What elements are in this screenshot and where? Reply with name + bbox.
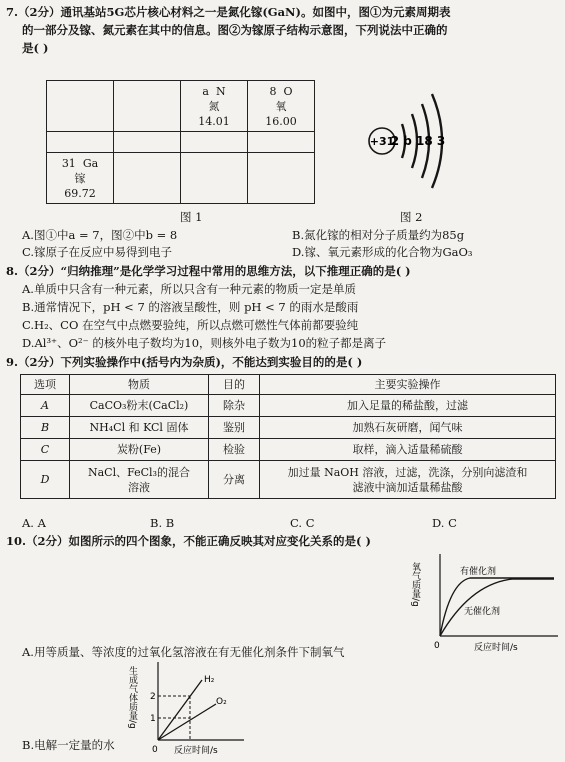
- graph-a-label-no-catalyst: 无催化剂: [464, 607, 501, 617]
- graph-b-line-h2: [158, 680, 202, 740]
- empty-cell: [181, 153, 248, 204]
- graph-a-xlabel: 反应时间/s: [474, 643, 518, 653]
- row-option: A: [21, 395, 70, 417]
- ga-name: 镓: [74, 171, 86, 185]
- graph-a-ylabel: 氧气质量/g: [410, 562, 420, 607]
- figure-2-caption: 图 2: [400, 210, 423, 224]
- q7-stem-line1: 7.（2分）通讯基站5G芯片核心材料之一是氮化镓(GaN)。如图中，图①为元素周期表: [6, 5, 451, 19]
- empty-cell: [181, 132, 248, 153]
- q9-answer-b: B. B: [150, 516, 175, 530]
- table-row: [21, 439, 556, 461]
- q10-option-b: B.电解一定量的水: [22, 738, 115, 752]
- element-cell-gallium: [47, 153, 114, 204]
- header-goal: 目的: [209, 375, 260, 395]
- row-operation: 加入足量的稀盐酸，过滤: [260, 395, 556, 417]
- row-goal: 鉴别: [209, 417, 260, 439]
- q10-option-a: A.用等质量、等浓度的过氧化氢溶液在有无催化剂条件下制氧气: [22, 645, 345, 659]
- row-operation-line2: 滤液中滴加适量稀盐酸: [352, 480, 463, 494]
- graph-b-label-h2: H₂: [204, 675, 215, 685]
- row-option: D: [21, 461, 70, 499]
- graph-b-line-o2: [158, 704, 216, 740]
- ga-mass: 69.72: [64, 186, 96, 200]
- empty-cell: [47, 81, 114, 132]
- shell-electron-counts: 2 b 18 3: [390, 134, 446, 148]
- empty-cell: [114, 153, 181, 204]
- graph-a-label-catalyst: 有催化剂: [460, 567, 497, 577]
- q8-option-a: A.单质中只含有一种元素，所以只含有一种元素的物质一定是单质: [22, 282, 356, 296]
- n-number: a: [202, 84, 209, 98]
- graph-b-origin: 0: [152, 745, 158, 755]
- n-mass: 14.01: [198, 114, 230, 128]
- graph-b-ylabel: 生成气体质量/g: [127, 666, 137, 729]
- periodic-table-fragment: [46, 80, 315, 204]
- ga-symbol: Ga: [82, 156, 99, 170]
- row-goal: 除杂: [209, 395, 260, 417]
- row-operation-line1: 加过量 NaOH 溶液，过滤，洗涤，分别向滤渣和: [287, 465, 528, 479]
- element-cell-nitrogen: [181, 81, 248, 132]
- q9-answer-d: D. C: [432, 516, 457, 530]
- table-row: [21, 417, 556, 439]
- n-name: 氮: [208, 99, 220, 113]
- element-cell-oxygen: [248, 81, 315, 132]
- q9-answer-c: C. C: [290, 516, 315, 530]
- figure-1-caption: 图 1: [180, 210, 203, 224]
- graph-b-xlabel: 反应时间/s: [174, 746, 218, 756]
- o-mass: 16.00: [265, 114, 297, 128]
- q7-stem-line2: 的一部分及镓、氮元素在其中的信息。图②为镓原子结构示意图，下列说法中正确的: [22, 23, 448, 37]
- header-substance: 物质: [70, 375, 209, 395]
- header-operation: 主要实验操作: [260, 375, 556, 395]
- empty-cell: [248, 132, 315, 153]
- q7-option-a: A.图①中a = 7，图②中b = 8: [22, 228, 178, 242]
- o-number: 8: [269, 84, 277, 98]
- table-header-row: [21, 375, 556, 395]
- nucleus-charge: +31: [369, 135, 395, 148]
- row-substance-line2: 溶液: [128, 480, 150, 494]
- empty-cell: [114, 81, 181, 132]
- q7-stem-line3: 是( ): [22, 41, 49, 55]
- q8-option-d: D.Al³⁺、O²⁻ 的核外电子数均为10，则核外电子数为10的粒子都是离子: [22, 336, 387, 350]
- graph-a-oxygen-catalyst: [412, 548, 562, 654]
- q9-answer-a: A. A: [22, 516, 46, 530]
- row-option: C: [21, 439, 70, 461]
- q9-stem: 9.（2分）下列实验操作中(括号内为杂质)，不能达到实验目的的是( ): [6, 355, 363, 369]
- empty-cell: [47, 132, 114, 153]
- q9-experiment-table: [20, 374, 556, 499]
- empty-cell: [248, 153, 315, 204]
- q7-option-b: B.氮化镓的相对分子质量约为85g: [292, 228, 465, 242]
- graph-b-electrolysis: [124, 658, 252, 758]
- row-substance: [70, 461, 209, 499]
- empty-cell: [114, 132, 181, 153]
- q8-option-c: C.H₂、CO 在空气中点燃要验纯，所以点燃可燃性气体前都要验纯: [22, 318, 359, 332]
- graph-b-tick-2: 2: [150, 692, 156, 702]
- row-substance: CaCO₃粉末(CaCl₂): [70, 395, 209, 417]
- graph-b-label-o2: O₂: [216, 697, 227, 707]
- header-option: 选项: [21, 375, 70, 395]
- q8-stem: 8.（2分）“归纳推理”是化学学习过程中常用的思维方法，以下推理正确的是( ): [6, 264, 411, 278]
- row-goal: 分离: [209, 461, 260, 499]
- row-operation: 加熟石灰研磨，闻气味: [260, 417, 556, 439]
- row-goal: 检验: [209, 439, 260, 461]
- table-row: [21, 461, 556, 499]
- ga-number: 31: [61, 156, 76, 170]
- row-operation: [260, 461, 556, 499]
- gallium-atom-structure: [362, 84, 482, 202]
- o-symbol: O: [283, 84, 293, 98]
- q8-option-b: B.通常情况下，pH < 7 的溶液呈酸性，则 pH < 7 的雨水是酸雨: [22, 300, 359, 314]
- table-row: [21, 395, 556, 417]
- o-name: 氧: [275, 99, 287, 113]
- row-operation: 取样，滴入适量稀硫酸: [260, 439, 556, 461]
- q7-option-d: D.镓、氧元素形成的化合物为GaO₃: [292, 245, 473, 259]
- graph-a-origin: 0: [434, 641, 440, 651]
- q7-option-c: C.镓原子在反应中易得到电子: [22, 245, 173, 259]
- q10-stem: 10.（2分）如图所示的四个图象，不能正确反映其对应变化关系的是( ): [6, 534, 371, 548]
- row-substance: 炭粉(Fe): [70, 439, 209, 461]
- graph-b-tick-1: 1: [150, 714, 156, 724]
- row-substance: NH₄Cl 和 KCl 固体: [70, 417, 209, 439]
- row-option: B: [21, 417, 70, 439]
- n-symbol: N: [215, 84, 226, 98]
- row-substance-line1: NaCl、FeCl₃的混合: [87, 465, 190, 479]
